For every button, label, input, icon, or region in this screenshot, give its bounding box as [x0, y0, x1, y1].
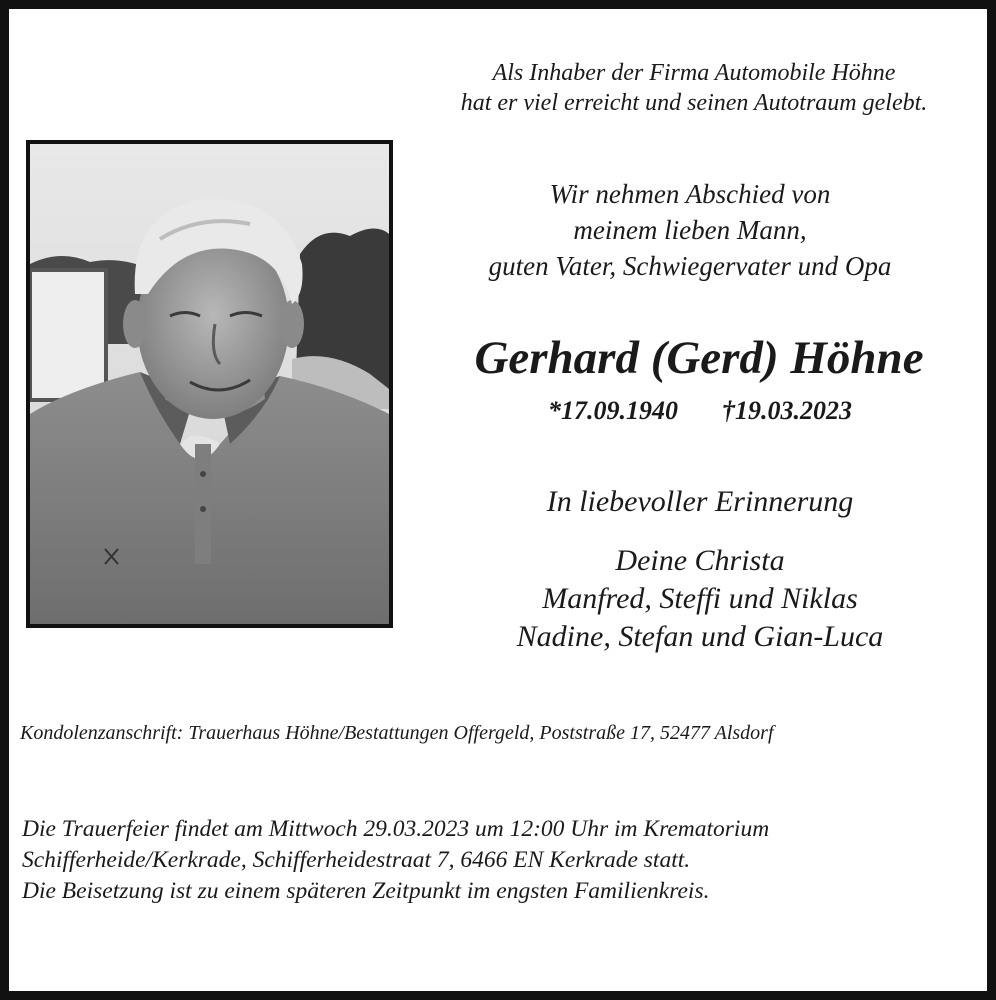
death-date: †19.03.2023	[722, 396, 852, 425]
intro-line: hat er viel erreicht und seinen Autotraum gelebt.	[460, 90, 928, 116]
family-line: Nadine, Stefan und Gian-Luca	[516, 620, 884, 653]
intro-line: Als Inhaber der Firma Automobile Höhne	[492, 60, 896, 86]
family-line: Manfred, Steffi und Niklas	[542, 582, 858, 615]
service-line: Die Trauerfeier findet am Mittwoch 29.03.2023 um 12:00 Uhr im Krematorium	[22, 816, 770, 842]
farewell-line: meinem lieben Mann,	[573, 215, 807, 245]
life-dates	[400, 395, 996, 427]
service-info	[22, 814, 972, 907]
condolence-address: Kondolenzanschrift: Trauerhaus Höhne/Bestattungen Offergeld, Poststraße 17, 52477 Alsdorf	[20, 722, 774, 744]
remembrance-text: In liebevoller Erinnerung	[546, 485, 854, 518]
farewell-line: guten Vater, Schwiegervater und Opa	[488, 251, 892, 281]
service-line: Die Beisetzung ist zu einem späteren Zeitpunkt im engsten Familienkreis.	[22, 878, 710, 904]
intro-text	[396, 58, 992, 118]
farewell-line: Wir nehmen Abschied von	[549, 179, 831, 209]
portrait-photo	[26, 140, 393, 628]
family-line: Deine Christa	[615, 544, 785, 577]
farewell-text	[395, 176, 985, 284]
deceased-name: Gerhard (Gerd) Höhne	[474, 332, 924, 384]
birth-date: *17.09.1940	[548, 396, 678, 425]
family-signature	[400, 542, 996, 656]
service-line: Schifferheide/Kerkrade, Schifferheidestraat 7, 6466 EN Kerkrade statt.	[22, 847, 691, 873]
